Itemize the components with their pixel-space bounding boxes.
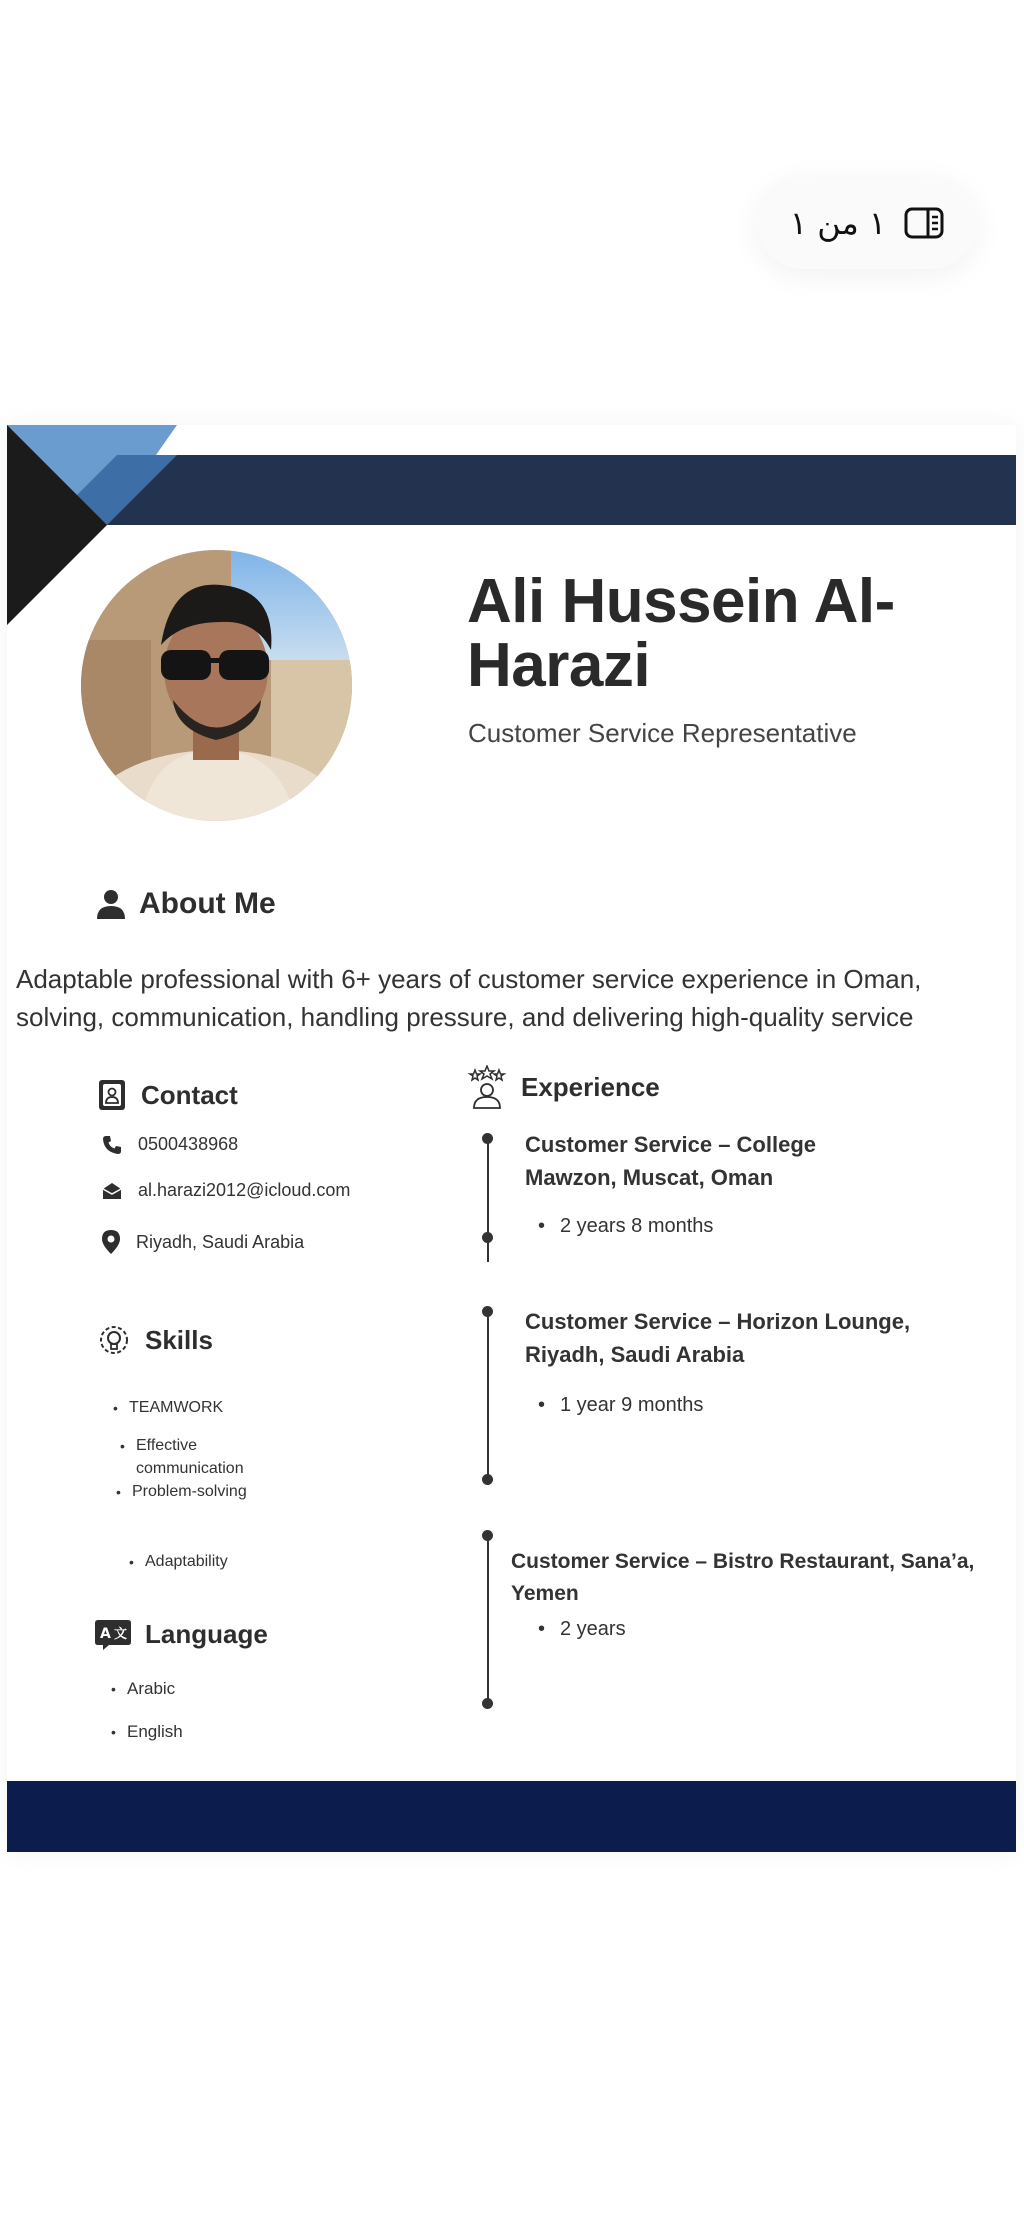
job-2-location: Riyadh, Saudi Arabia — [525, 1342, 745, 1367]
timeline-line — [487, 1312, 489, 1485]
experience-job-1 — [525, 1128, 816, 1194]
job-2-title: Customer Service – Horizon Lounge, — [525, 1309, 911, 1334]
language-section-title — [95, 1619, 268, 1650]
location-pin-icon — [102, 1230, 120, 1254]
email-address: al.harazi2012@icloud.com — [138, 1180, 351, 1200]
job-3-title: Customer Service – Bistro Restaurant, Sana’a, — [511, 1550, 975, 1573]
skill-item-continued: communication — [136, 1460, 244, 1477]
timeline-line — [487, 1139, 489, 1262]
language-item: • English — [127, 1721, 183, 1743]
skill-item: • Effective — [136, 1435, 197, 1457]
contact-phone[interactable] — [102, 1134, 238, 1155]
skill-item: • Problem-solving — [132, 1481, 247, 1503]
job-3-duration: • 2 years — [560, 1618, 626, 1641]
location-text: Riyadh, Saudi Arabia — [136, 1231, 305, 1252]
rating-stars-person-icon — [467, 1065, 507, 1109]
profile-photo — [81, 550, 352, 821]
lightbulb-gear-icon — [97, 1323, 131, 1357]
page-count-label: ١ من ١ — [789, 204, 887, 242]
page-indicator[interactable] — [757, 177, 977, 269]
job-3-location: Yemen — [511, 1582, 579, 1605]
contact-location — [102, 1230, 304, 1254]
experience-title-label: Experience — [521, 1071, 660, 1102]
timeline-dot — [482, 1698, 493, 1709]
experience-job-3 — [511, 1546, 974, 1610]
skill-item: • TEAMWORK — [129, 1397, 223, 1419]
language-title-label: Language — [145, 1619, 268, 1649]
contact-title-label: Contact — [141, 1079, 238, 1110]
timeline-dot — [482, 1232, 493, 1243]
experience-job-2 — [525, 1305, 910, 1371]
phone-number: 0500438968 — [138, 1134, 239, 1154]
contact-book-icon — [97, 1079, 127, 1111]
phone-icon — [102, 1135, 122, 1155]
about-line-1: Adaptable professional with 6+ years of customer service experience in Oman, — [16, 964, 922, 994]
about-section-title — [97, 887, 276, 921]
experience-section-title — [467, 1065, 660, 1109]
sidebar-panel-icon — [904, 207, 944, 239]
language-item: • Arabic — [127, 1678, 175, 1700]
resume-document[interactable] — [7, 425, 1016, 1852]
timeline-line — [487, 1536, 489, 1704]
svg-text:A: A — [100, 1625, 111, 1642]
skills-section-title — [97, 1323, 213, 1357]
candidate-name: Ali Hussein Al-Harazi — [467, 567, 895, 700]
job-2-duration: • 1 year 9 months — [560, 1394, 703, 1417]
skill-item: • Adaptability — [145, 1551, 228, 1573]
translate-icon — [95, 1620, 131, 1650]
about-text — [16, 960, 1016, 1036]
person-icon — [97, 889, 125, 919]
envelope-icon — [102, 1182, 122, 1200]
candidate-role: Customer Service Representative — [468, 718, 857, 748]
svg-text:文: 文 — [114, 1626, 128, 1642]
contact-section-title — [97, 1079, 238, 1111]
about-line-2: solving, communication, handling pressure, and delivering high-quality service — [16, 1002, 914, 1032]
job-1-duration: • 2 years 8 months — [560, 1215, 713, 1238]
contact-email[interactable] — [102, 1180, 350, 1201]
about-title-label: About Me — [139, 887, 276, 920]
footer-band — [7, 1781, 1016, 1852]
job-1-location: Mawzon, Muscat, Oman — [525, 1165, 774, 1190]
skills-title-label: Skills — [145, 1324, 213, 1355]
job-1-title: Customer Service – College — [525, 1132, 817, 1157]
timeline-dot — [482, 1474, 493, 1485]
